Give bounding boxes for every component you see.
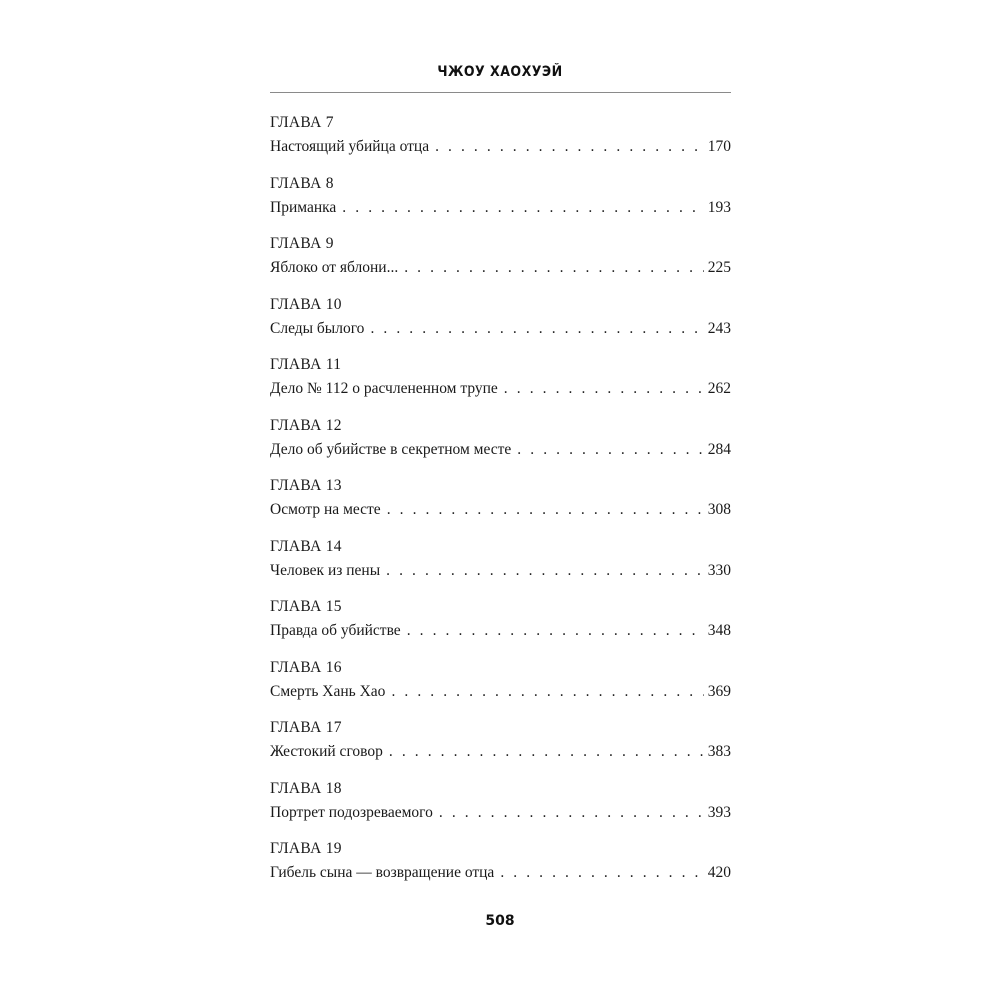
chapter-label: ГЛАВА 11 (270, 356, 342, 373)
page-number: 383 (707, 743, 731, 760)
toc-entry (270, 231, 731, 292)
dot-leader (435, 137, 704, 157)
page-number: 193 (707, 198, 731, 216)
dot-leader (387, 500, 704, 520)
chapter-label: ГЛАВА 19 (270, 840, 342, 857)
chapter-label: ГЛАВА 13 (270, 477, 342, 494)
chapter-title: Дело № 112 о расчлененном трупе (270, 380, 498, 397)
page-number: 330 (707, 561, 731, 579)
page-number: 225 (707, 259, 731, 276)
dot-leader (342, 198, 703, 218)
toc-entry (270, 836, 731, 897)
toc-title-line (270, 682, 731, 702)
dot-leader (386, 561, 704, 581)
chapter-title: Яблоко от яблони... (270, 259, 399, 276)
toc-entry (270, 171, 731, 232)
table-of-contents (270, 110, 731, 897)
toc-entry (270, 776, 731, 837)
page-number: 170 (707, 138, 731, 155)
toc-entry (270, 110, 731, 171)
chapter-label: ГЛАВА 18 (270, 779, 342, 797)
chapter-label: ГЛАВА 14 (270, 537, 342, 555)
chapter-title: Правда об убийстве (270, 622, 401, 639)
chapter-title: Гибель сына — возвращение отца (270, 864, 495, 881)
running-head: ЧЖОУ ХАОХУЭЙ (437, 64, 563, 80)
toc-title-line (270, 500, 731, 520)
toc-title-line (270, 258, 731, 278)
dot-leader (439, 803, 704, 823)
chapter-title: Приманка (270, 198, 337, 216)
dot-leader (500, 863, 703, 883)
toc-title-line (270, 440, 731, 460)
toc-entry (270, 473, 731, 534)
chapter-label: ГЛАВА 8 (270, 174, 334, 192)
dot-leader (404, 258, 704, 278)
chapter-label: ГЛАВА 7 (270, 114, 334, 131)
chapter-title: Осмотр на месте (270, 501, 381, 518)
toc-title-line (270, 621, 731, 641)
page-folio: 508 (485, 913, 515, 929)
page-number: 348 (707, 622, 731, 639)
chapter-title: Настоящий убийца отца (270, 138, 430, 155)
page-number: 369 (707, 682, 731, 700)
dot-leader (370, 319, 703, 339)
dot-leader (389, 742, 704, 762)
toc-title-line (270, 319, 731, 339)
dot-leader (407, 621, 704, 641)
page-number: 393 (707, 803, 731, 821)
chapter-title: Человек из пены (270, 561, 381, 579)
toc-entry (270, 655, 731, 716)
chapter-title: Смерть Хань Хао (270, 682, 386, 700)
toc-title-line (270, 803, 731, 823)
chapter-title: Дело об убийстве в секретном месте (270, 440, 512, 458)
page-number: 243 (707, 319, 731, 337)
page-number: 284 (707, 440, 731, 458)
toc-entry (270, 413, 731, 474)
dot-leader (504, 379, 704, 399)
toc-entry (270, 534, 731, 595)
toc-entry (270, 352, 731, 413)
toc-title-line (270, 561, 731, 581)
chapter-label: ГЛАВА 10 (270, 295, 342, 313)
dot-leader (391, 682, 703, 702)
toc-entry (270, 292, 731, 353)
chapter-title: Портрет подозреваемого (270, 803, 433, 821)
header-rule (270, 92, 731, 93)
toc-title-line (270, 379, 731, 399)
toc-title-line (270, 742, 731, 762)
chapter-title: Следы былого (270, 319, 365, 337)
chapter-label: ГЛАВА 17 (270, 719, 342, 736)
toc-title-line (270, 137, 731, 157)
page-number: 262 (707, 380, 731, 397)
chapter-label: ГЛАВА 16 (270, 658, 342, 676)
toc-title-line (270, 198, 731, 218)
chapter-label: ГЛАВА 9 (270, 235, 334, 252)
page-number: 420 (707, 864, 731, 881)
page-number: 308 (707, 501, 731, 518)
chapter-label: ГЛАВА 15 (270, 598, 342, 615)
toc-entry (270, 594, 731, 655)
toc-title-line (270, 863, 731, 883)
chapter-title: Жестокий сговор (270, 743, 383, 760)
chapter-label: ГЛАВА 12 (270, 416, 342, 434)
toc-entry (270, 715, 731, 776)
dot-leader (517, 440, 703, 460)
